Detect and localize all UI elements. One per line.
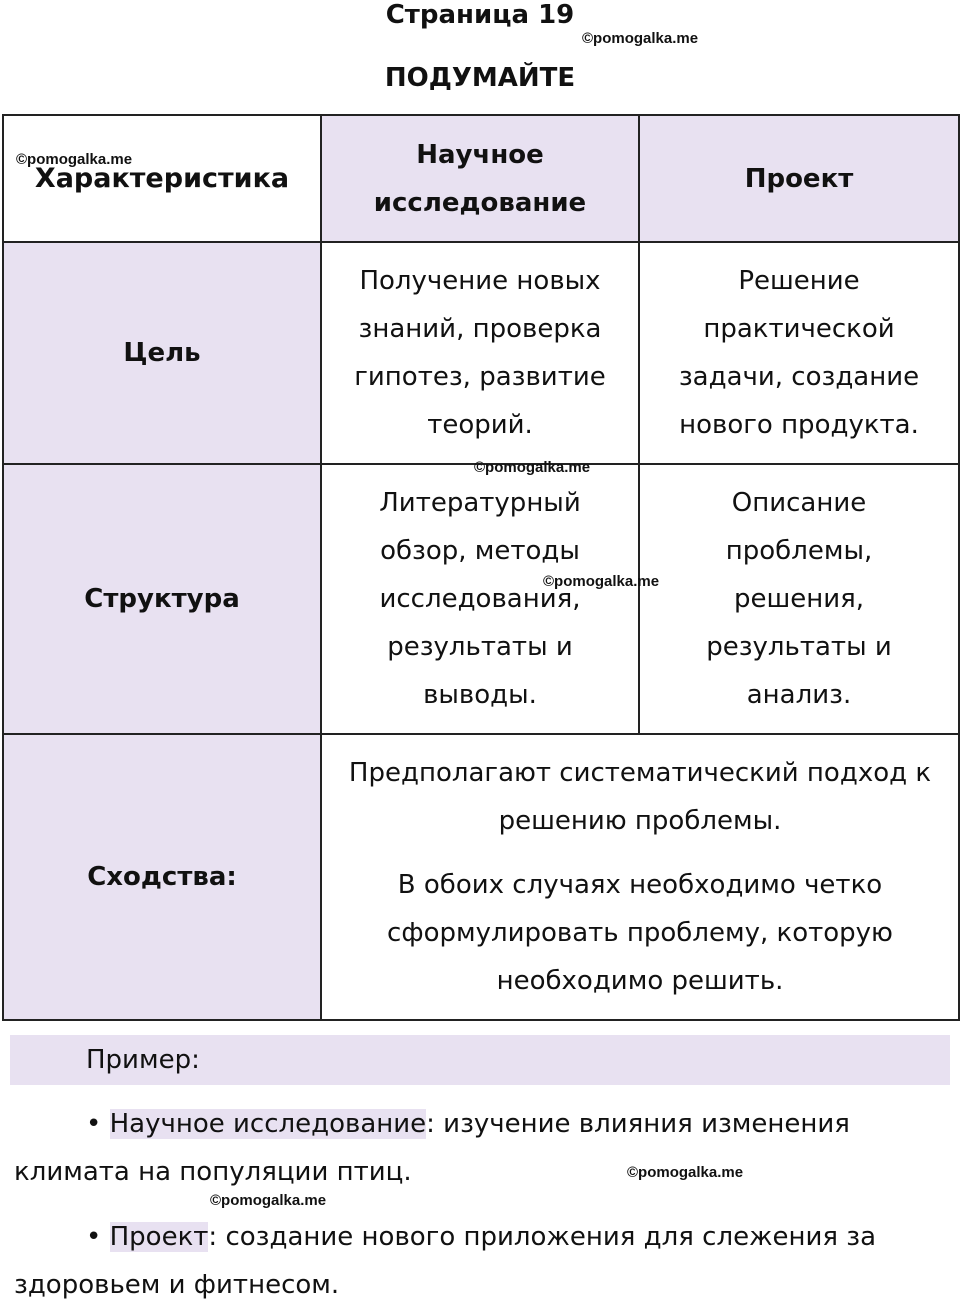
bullet: • xyxy=(86,1109,102,1139)
table-header-row xyxy=(3,115,959,242)
watermark: ©pomogalka.me xyxy=(543,573,660,590)
row-label-structure: Структура xyxy=(3,464,321,734)
page-title: Страница 19 xyxy=(385,0,575,30)
watermark: ©pomogalka.me xyxy=(582,30,699,47)
table-row xyxy=(3,464,959,734)
section-heading: ПОДУМАЙТЕ xyxy=(384,63,576,93)
example-item xyxy=(14,1213,954,1309)
example-item xyxy=(14,1100,954,1196)
table-row xyxy=(3,242,959,464)
cell-research-structure: Литературный обзор, методы исследования, результаты и выводы. xyxy=(321,464,639,734)
cell-research-goal: Получение новых знаний, проверка гипотез, развитие теорий. xyxy=(321,242,639,464)
watermark: ©pomogalka.me xyxy=(627,1164,744,1181)
header-characteristic: ©pomogalka.me Характеристика xyxy=(3,115,321,242)
watermark: ©pomogalka.me xyxy=(210,1192,327,1209)
cell-project-structure: Описание проблемы, решения, результаты и анализ. xyxy=(639,464,959,734)
example-label: Пример: xyxy=(10,1035,950,1085)
comparison-table xyxy=(2,114,960,1021)
example-text: : создание нового приложения для слежения за здоровьем и фитнесом. xyxy=(14,1222,877,1300)
header-project: Проект xyxy=(639,115,959,242)
table-row xyxy=(3,734,959,1020)
cell-similarities xyxy=(321,734,959,1020)
watermark: ©pomogalka.me xyxy=(16,151,133,168)
example-term: Проект xyxy=(109,1222,209,1252)
header-research: Научное исследование xyxy=(321,115,639,242)
row-label-similarities: Сходства: xyxy=(3,734,321,1020)
cell-project-goal: Решение практической задачи, создание нового продукта. xyxy=(639,242,959,464)
bullet: • xyxy=(86,1222,102,1252)
row-label-goal: Цель xyxy=(3,242,321,464)
example-term: Научное исследование xyxy=(109,1109,427,1139)
example-text: : изучение влияния изменения климата на популяции птиц. xyxy=(14,1109,850,1187)
watermark: ©pomogalka.me xyxy=(474,459,591,476)
similarities-text-2: В обоих случаях необходимо четко сформулировать проблему, которую необходимо решить. xyxy=(387,870,893,996)
similarities-text-1: Предполагают систематический подход к решению проблемы. xyxy=(348,758,932,836)
